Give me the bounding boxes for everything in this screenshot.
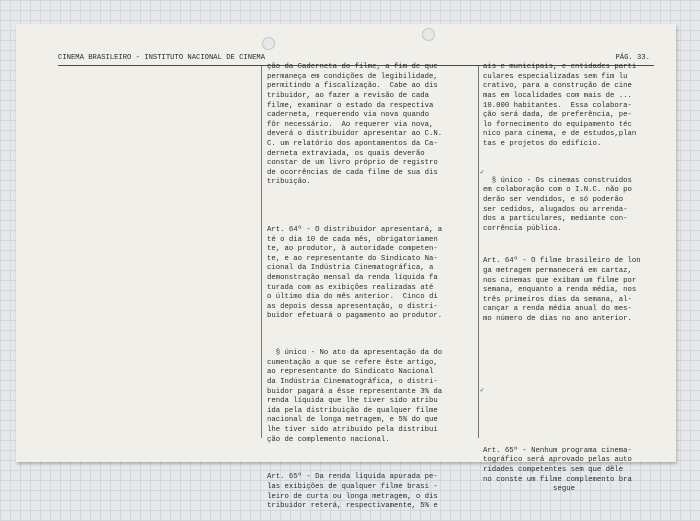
margin-tick: ✓ [480,387,485,395]
article-65: Art. 65º - Da renda líquida apurada pe- las exibições de qualquer filme brasi - leiro de curta ou longa metragem, o dis tribuidor reterá, respectivamente, 5% e [267,473,438,511]
paragraph: ção da Caderneta do filme, a fim de que permaneça em condições de legibilidade, permitindo a fiscalização. Cabe ao dis tribuidor, ao fazer a revisão de cada filme, examinar o estado da respectiva caderneta, requerendo via nova quando fôr necessário. Ao requerer via nova, deverá o distribuidor apresentar ao C.N. C. um relatório dos apontamentos da Ca- derneta extraviada, os quais deverão constar de um livro próprio de registro de ocorrências de cada filme de sua dis tribuição. [267,63,443,187]
article-65: Art. 65º - Nenhum programa cinema- tográfico será aprovado pelas auto ridades competentes sem que dêle no conste um filme complemento bra segue [483,446,632,494]
paragraph: ais e municipais, e entidades parti culares especializadas sem fim lu crativo, para a construção de cine mas em localidades com mais de ... 10.000 habitantes. Essa colabora- ção será dada, de preferência, pe- lo fornecimento do equipamento téc nico para cinema, e de estudos,plan tas e projetos do edifício. [483,63,637,148]
left-text-column [267,44,442,521]
center-column-divider [478,66,479,438]
header-title: CINEMA BRASILEIRO - INSTITUTO NACIONAL DE CINEMA [58,54,266,62]
sole-paragraph: § único - Os cinemas construídos em colaboração com o I.N.C. não po derão ser vendidos, e só poderão ser cedidos, alugados ou arrenda- dos a particulares, mediante con- corrência pública. [483,176,632,233]
article-64: Art. 64º - O filme brasileiro de lon ga metragem permanecerá em cartaz, nos cinemas que exibam um filme por semana, enquanto a renda média, nos três primeiros dias da semana, al- cançar a renda média anual do mes- mo número de dias no ano anterior. [483,257,641,324]
article-64: Art. 64º - O distribuidor apresentará, a té o dia 10 de cada mês, obrigatoriamen te, ao produtor, à autoridade competen- te, e ao representante do Sindicato Na- cional da Indústria Cinematográfica, a demonstração mensal da renda líquida fa turada com as exibições realizadas até o último dia do mês anterior. Cinco di as depois dessa apresentação, o distri- buidor efetuará o pagamento ao produtor. [267,226,443,321]
punch-hole [422,28,435,41]
sole-paragraph: § único - No ato da apresentação da do cumentação a que se refere êste artigo, ao representante do Sindicato Nacional da Indústria Cinematográfica, o distri- buidor pagará a êsse representante 3% da renda líquida que lhe tiver sido atribu ída pela distribuição de qualquer filme nacional de longa metragem, e 5% do que lhe tiver sido atribuído pela distribui ção de complemento nacional. [267,349,443,444]
right-text-column [483,44,641,504]
margin-tick: ✓ [480,169,485,177]
left-column-divider [261,66,262,438]
page-number: PÁG. 33. [615,54,650,62]
